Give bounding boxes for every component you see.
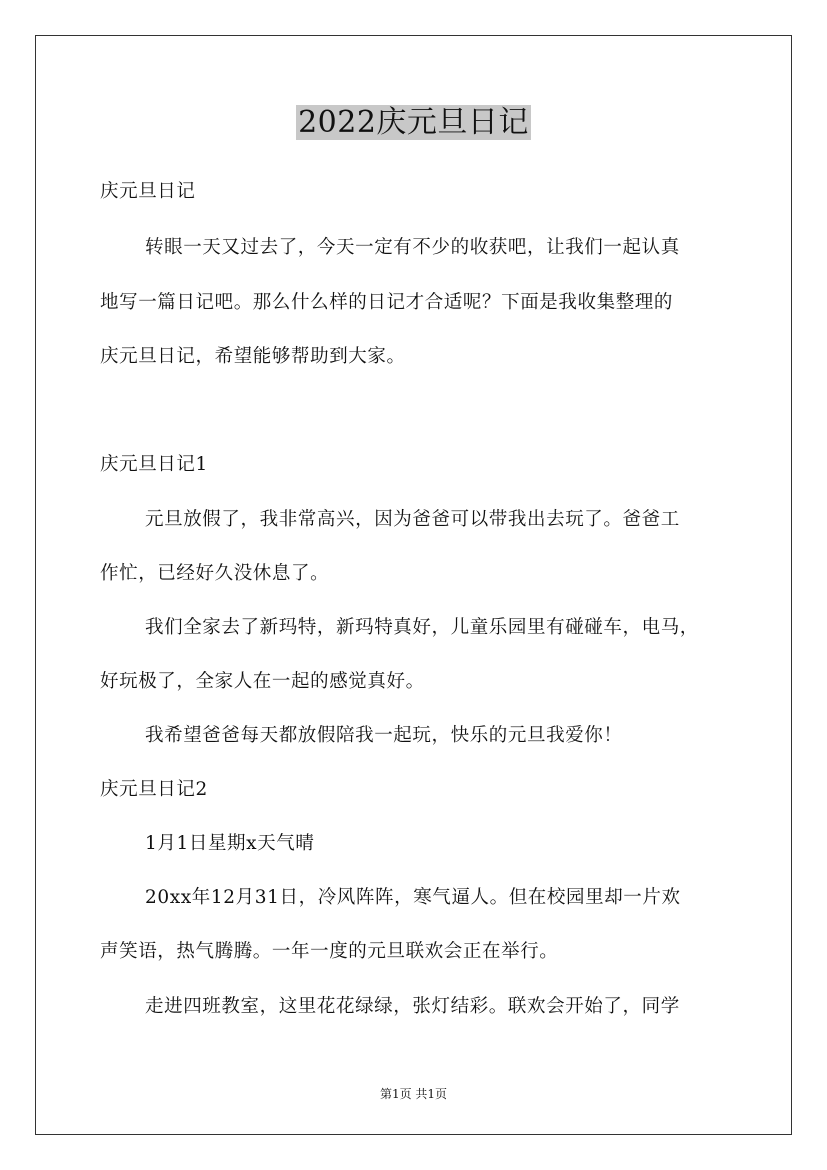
paragraph-line: 我们全家去了新玛特，新玛特真好，儿童乐园里有碰碰车，电马， (145, 617, 699, 638)
paragraph-line: 庆元旦日记，希望能够帮助到大家。 (100, 346, 406, 367)
paragraph-line: 元旦放假了，我非常高兴，因为爸爸可以带我出去玩了。爸爸工 (145, 509, 680, 530)
paragraph-line: 地写一篇日记吧。那么什么样的日记才合适呢？下面是我收集整理的 (100, 292, 674, 313)
paragraph-line: 声笑语，热气腾腾。一年一度的元旦联欢会正在举行。 (100, 941, 559, 962)
paragraph-line: 1月1日星期x天气晴 (145, 833, 315, 854)
section-heading: 庆元旦日记 (100, 181, 196, 202)
section-heading: 庆元旦日记2 (100, 779, 208, 800)
section-heading: 庆元旦日记1 (100, 454, 208, 475)
paragraph-line: 转眼一天又过去了，今天一定有不少的收获吧，让我们一起认真 (145, 237, 680, 258)
paragraph-line: 走进四班教室，这里花花绿绿，张灯结彩。联欢会开始了，同学 (145, 996, 680, 1017)
paragraph-line: 20xx年12月31日，冷风阵阵，寒气逼人。但在校园里却一片欢 (145, 887, 681, 908)
paragraph-line: 好玩极了，全家人在一起的感觉真好。 (100, 671, 425, 692)
paragraph-line: 作忙，已经好久没休息了。 (100, 563, 330, 584)
paragraph-line: 我希望爸爸每天都放假陪我一起玩，快乐的元旦我爱你！ (145, 725, 623, 746)
document-title-wrap (0, 104, 827, 142)
document-title: 2022庆元旦日记 (298, 105, 529, 140)
page-footer: 第1页 共1页 (379, 1087, 448, 1101)
